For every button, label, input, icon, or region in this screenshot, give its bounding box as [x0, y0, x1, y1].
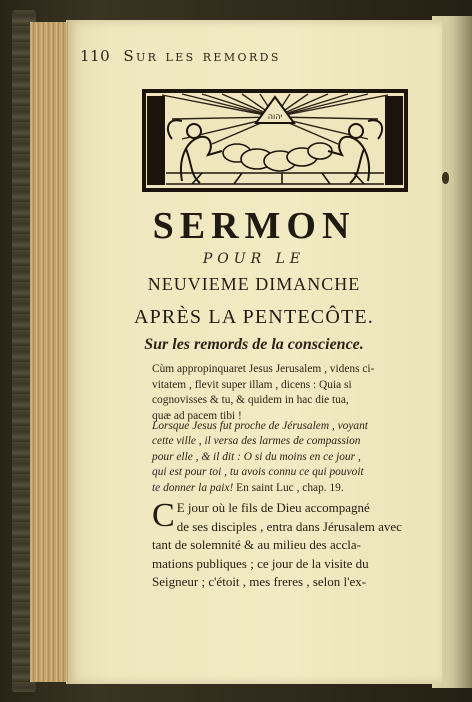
- french-line: qui est pour toi , tu avois connu ce qui pouvoit: [152, 466, 364, 479]
- french-line: Lorsque Jesus fut proche de Jérusalem , voyant: [152, 420, 368, 432]
- french-line: cette ville , il versa des larmes de compassion: [152, 435, 361, 448]
- body-line: mations publiques ; ce jour de la visite du: [152, 555, 369, 571]
- latin-line: cognovisses & tu, & quidem in hac die tua,: [152, 394, 349, 407]
- woodcut-svg: [142, 89, 408, 192]
- bible-citation: En saint Luc , chap. 19.: [236, 481, 344, 494]
- page-block-edge: [30, 22, 68, 682]
- sermon-title: SERMON: [152, 205, 356, 247]
- running-header: [80, 47, 370, 65]
- body-line: E jour où le fils de Dieu accompagné: [176, 500, 370, 515]
- body-line: de ses disciples , entra dans Jérusalem avec: [176, 518, 402, 534]
- body-line: tant de solemnité & au milieu des accla-: [152, 537, 362, 552]
- french-line: pour elle , & il dit : O si du moins en ce jour ,: [152, 450, 361, 463]
- latin-line: Cùm appropinquaret Jesus Jerusalem , videns ci-: [152, 363, 375, 375]
- tetragrammaton: יהוה: [267, 112, 283, 121]
- woodcut-illustration: [142, 89, 408, 192]
- page-number: 110: [80, 47, 111, 65]
- ink-blot: [442, 172, 449, 184]
- running-title: Sur les remords: [123, 47, 281, 65]
- drop-cap: C: [152, 497, 175, 534]
- french-line: te donner la paix!: [152, 481, 234, 494]
- pour-le-line: POUR LE: [202, 251, 306, 267]
- sermon-subtitle: Sur les remords de la conscience.: [144, 336, 364, 353]
- occasion-line-2: APRÈS LA PENTECÔTE.: [133, 306, 375, 328]
- latin-epigraph: [152, 362, 412, 424]
- french-translation: [152, 419, 414, 496]
- occasion-line-1: NEUVIEME DIMANCHE: [147, 274, 361, 294]
- body-line: Seigneur ; c'étoit , mes freres , selon l'ex-: [152, 574, 367, 589]
- sermon-body: [152, 499, 410, 592]
- latin-line: quæ ad pacem tibi !: [152, 409, 242, 422]
- latin-line: vitatem , flevit super illam , dicens : Quia si: [152, 378, 352, 391]
